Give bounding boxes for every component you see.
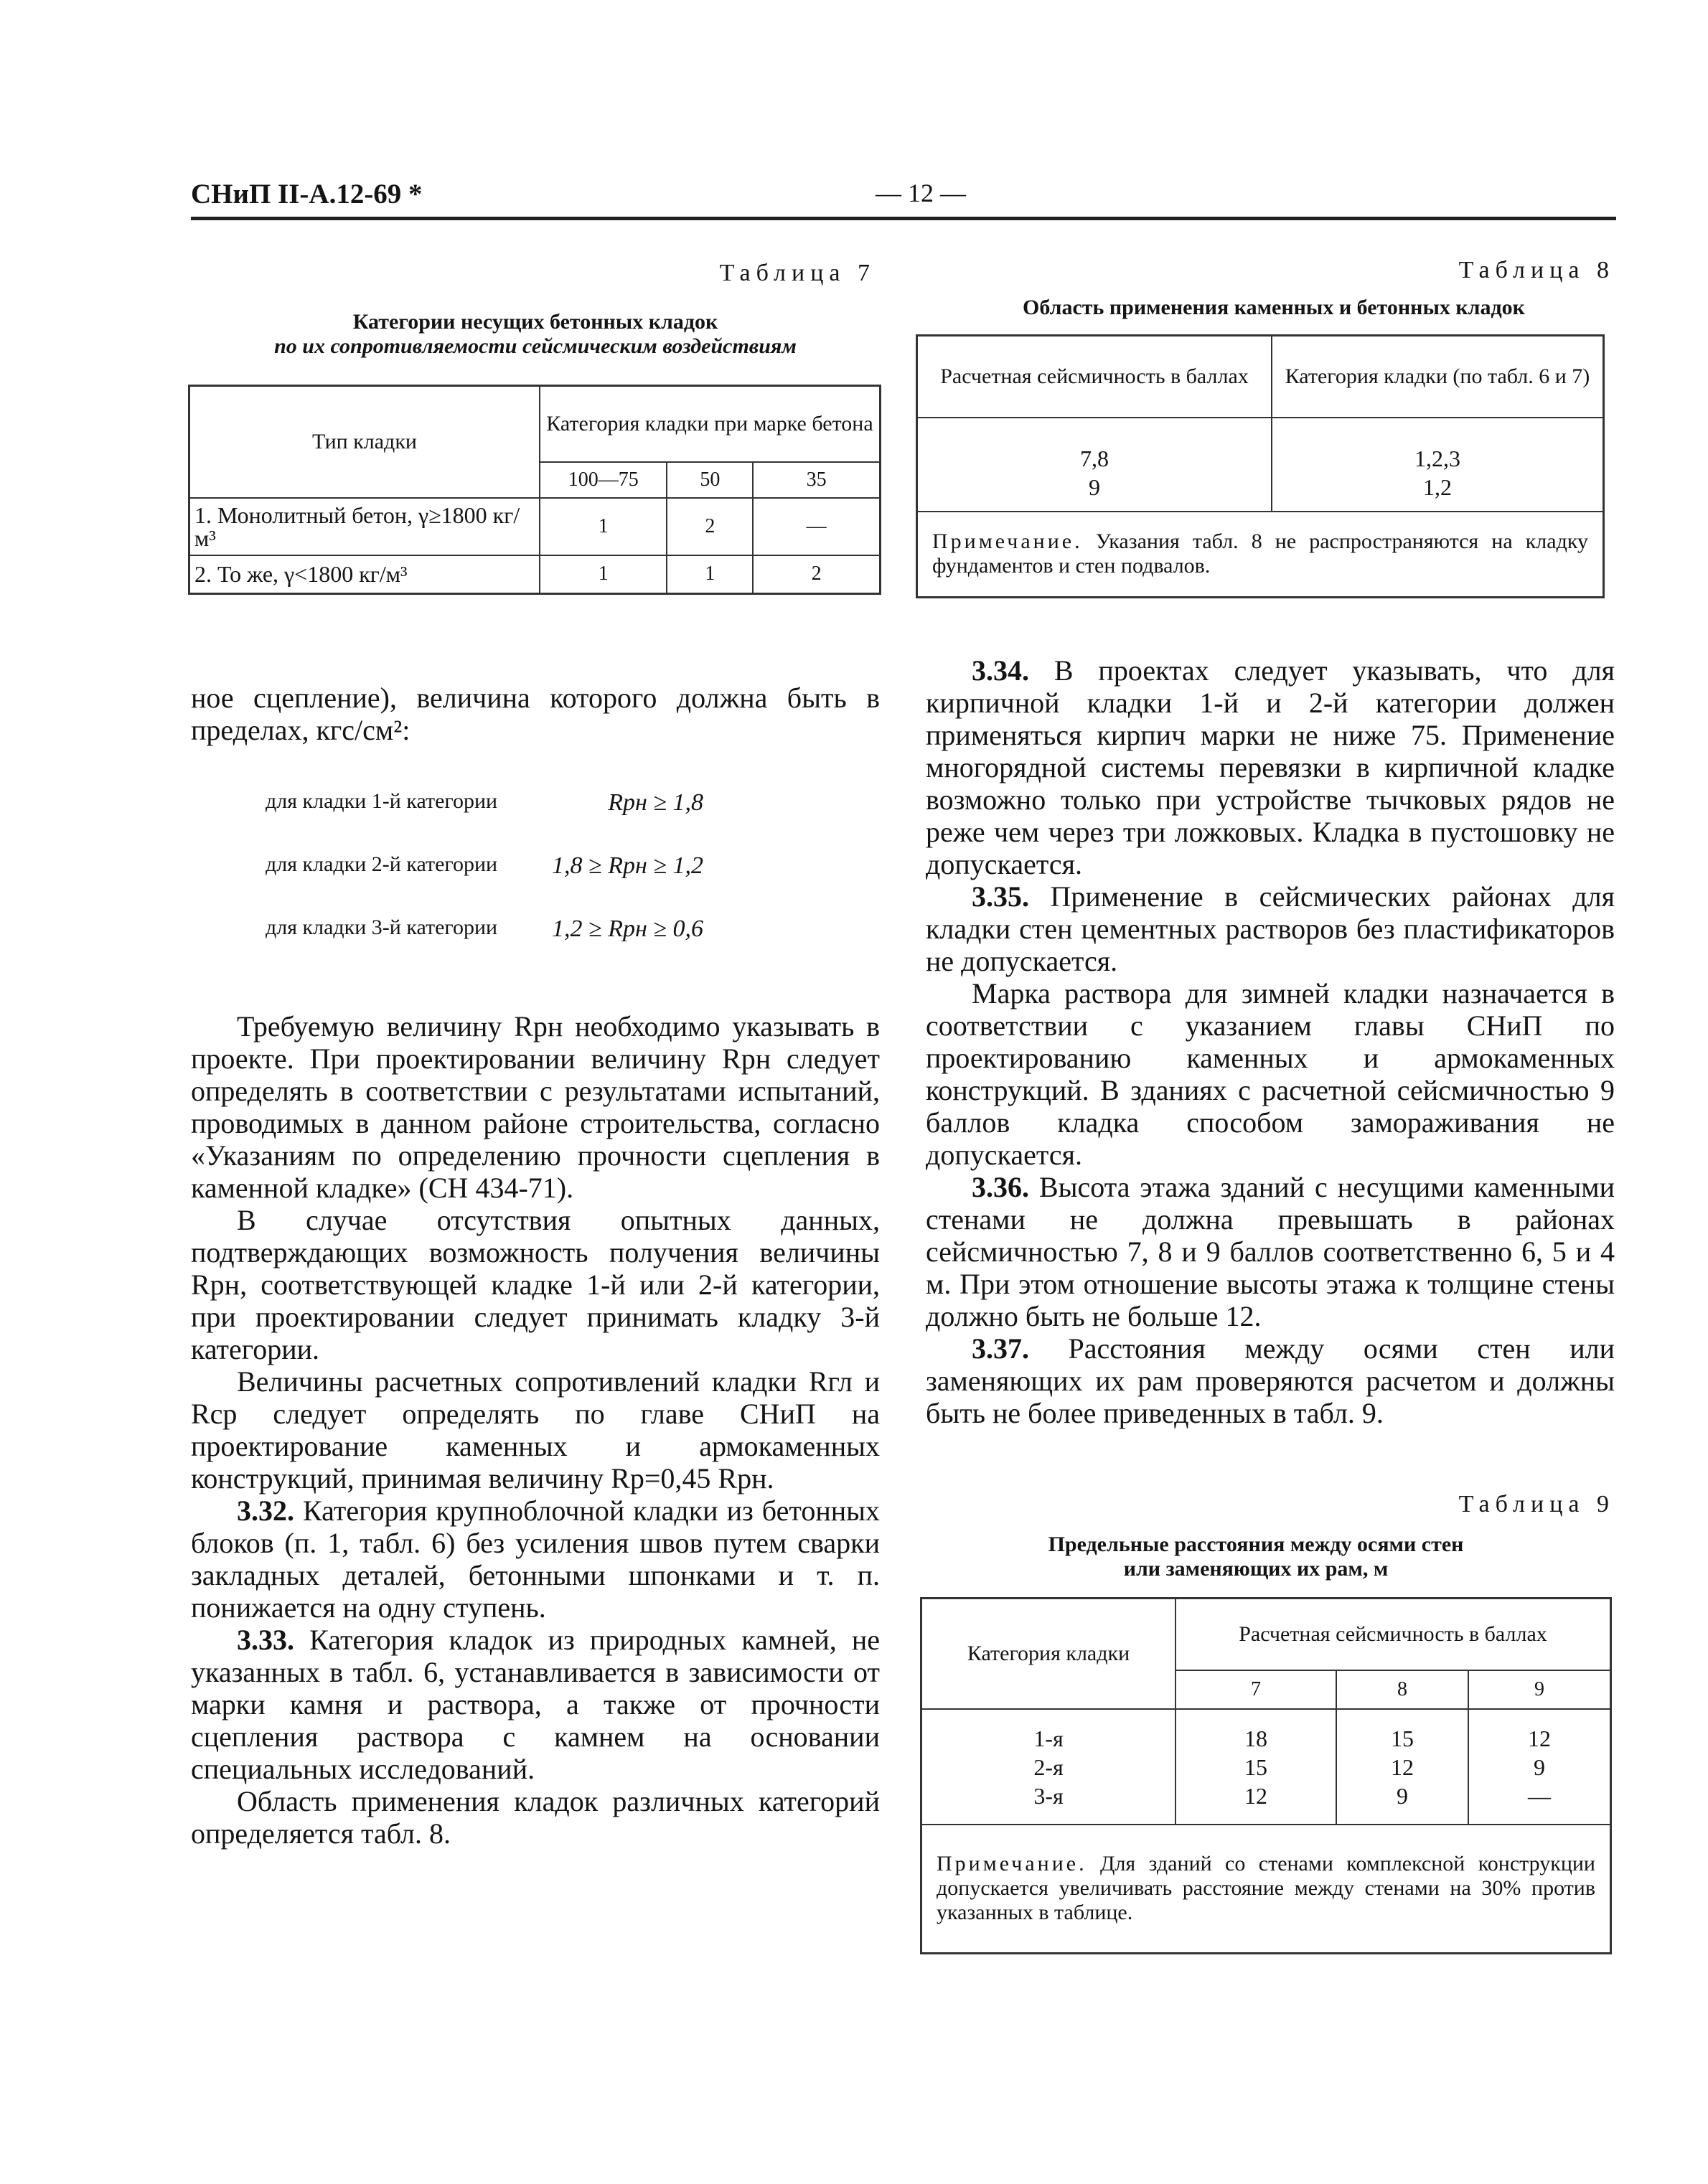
paragraph: Требуемую величину Rрн необходимо указывать в проекте. При проектировании величину Rрн следует определять в соответствии с результатами испытаний, проводимых в данном районе строительства, согласно «Указаниям по определению прочности сцепления в каменной кладке» (СН 434-71). [191,1010,880,1204]
table9-cell: 12 [1176,1781,1336,1825]
document-code: СНиП II-А.12-69 * [191,179,423,210]
table7 [188,385,881,595]
table7-cell: 2 [753,555,880,594]
table7-title-line1: Категории несущих бетонных кладок [352,310,718,334]
table7-cell: 1 [540,555,667,594]
table9-cell: 12 [1336,1753,1468,1781]
paragraph: Марка раствора для зимней кладки назначается в соответствии с указанием главы СНиП по проектированию каменных и армокаменных конструкций. В зданиях с расчетной сейсмичностью 9 баллов кладка способом замораживания не допускается. [926,977,1615,1171]
section-number: 3.35. [972,880,1029,913]
formula-row [266,852,768,916]
formula-list [266,789,768,979]
paragraph: В случае отсутствия опытных данных, подтверждающих возможность получения величины Rрн, соответствующей кладке 1-й или 2-й категории, при проектировании следует принимать кладку 3-й категории. [191,1204,880,1365]
section-number: 3.36. [972,1171,1029,1203]
table7-subcol: 50 [667,462,753,498]
paragraph-3-33 [191,1624,880,1785]
table9-subcol: 9 [1468,1670,1611,1709]
table7-col-group: Категория кладки при марке бетона [540,386,881,462]
table9-cell: 12 [1468,1709,1611,1753]
paragraph-text: Применение в сейсмических районах для кладки стен цементных растворов без пластификаторов не допускается. [926,880,1615,977]
formula-label: для кладки 1-й категории [266,789,498,813]
paragraph-3-36 [926,1171,1615,1332]
section-number: 3.34. [972,654,1029,687]
paragraph-3-34 [926,654,1615,880]
table8 [916,334,1605,598]
paragraph-3-37 [926,1332,1615,1429]
table9-cat: 2-я [921,1753,1176,1781]
table9-cell: 9 [1468,1753,1611,1781]
note-label: Примечание. [932,529,1083,554]
paragraph-text: Категория кладок из природных камней, не указанных в табл. 6, устанавливается в зависимости от марки камня и раствора, а также от прочности сцепления раствора с камнем на основании специальных исследований. [191,1624,881,1785]
table7-title [191,310,880,359]
table9-title-line2: или заменяющих их рам, м [1123,1557,1389,1581]
table9-cat: 1-я [921,1709,1176,1753]
paragraph: ное сцепление), величина которого должна быть в пределах, кгс/см²: [191,682,880,746]
formula-expression: 1,8 ≥ Rрн ≥ 1,2 [552,852,703,879]
table9-col-group: Расчетная сейсмичность в баллах [1176,1599,1611,1670]
right-body [926,654,1615,1429]
table9-col-category: Категория кладки [921,1599,1176,1709]
table9-title-line1: Предельные расстояния между осями стен [1048,1533,1464,1556]
table9-cat: 3-я [921,1781,1176,1825]
table7-subcol: 35 [753,462,880,498]
table9-subcol: 8 [1336,1670,1468,1709]
paragraph-3-35 [926,880,1615,977]
table7-cell: 1 [667,555,753,594]
header-rule [191,217,1616,220]
table9-subcol: 7 [1176,1670,1336,1709]
table7-row-label: 1. Монолитный бетон, γ≥1800 кг/м³ [189,498,540,555]
table8-caption: Таблица 8 [1458,257,1615,283]
table8-cell: 1,2 [1272,473,1604,512]
table9-cell: 18 [1176,1709,1336,1753]
page-number: — 12 — [876,179,966,207]
paragraph: Область применения кладок различных категорий определяется табл. 8. [191,1785,880,1850]
table9 [920,1597,1612,1954]
table7-title-line2: по их сопротивляемости сейсмическим воздействиям [274,334,797,358]
note-text: Для зданий со стенами комплексной конструкции допускается увеличивать расстояние между стенами на 30% против указанных в таблице. [937,1852,1595,1925]
paragraph-text: Высота этажа зданий с несущими каменными стенами не должна превышать в районах сейсмичностью 7, 8 и 9 баллов соответственно 6, 5 и 4 м. При этом отношение высоты этажа к толщине стены должно быть не больше 12. [926,1171,1615,1332]
formula-row [266,789,768,852]
note-label: Примечание. [937,1852,1087,1876]
paragraph-text: В проектах следует указывать, что для кирпичной кладки 1-й и 2-й категории должен применяться кирпич марки не ниже 75. Применение многорядной системы перевязки в кирпичной кладке возможно только при устройстве тычковых рядов не реже чем через три ложковых. Кладка в пустошовку не допускается. [926,654,1615,880]
table8-col1: Расчетная сейсмичность в баллах [917,336,1272,418]
table7-row-label: 2. То же, γ<1800 кг/м³ [189,555,540,594]
note-text: Указания табл. 8 не распространяются на кладку фундаментов и стен подвалов. [932,529,1588,578]
formula-label: для кладки 2-й категории [266,852,498,876]
table9-cell: 15 [1336,1709,1468,1753]
formula-expression: Rрн ≥ 1,8 [608,789,703,816]
paragraph: Величины расчетных сопротивлений кладки Rгл и Rср следует определять по главе СНиП на проектирование каменных и армокаменных конструкций, принимая величину Rр=0,45 Rрн. [191,1365,880,1495]
table7-cell: — [753,498,880,555]
table9-cell: 9 [1336,1781,1468,1825]
section-number: 3.33. [237,1624,294,1656]
table7-col-type: Тип кладки [189,386,540,498]
table7-cell: 2 [667,498,753,555]
table7-subcol: 100—75 [540,462,667,498]
table9-cell: — [1468,1781,1611,1825]
paragraph-3-32 [191,1495,880,1624]
left-intro [191,682,880,746]
paragraph-text: Категория крупноблочной кладки из бетонных блоков (п. 1, табл. 6) без усиления швов путем сварки закладных деталей, бетонными шпонками и т. п. понижается на одну ступень. [191,1495,881,1624]
section-number: 3.32. [237,1495,294,1527]
table9-note [921,1825,1611,1954]
table8-cell: 7,8 [917,418,1272,473]
left-body [191,1010,880,1850]
table8-cell: 9 [917,473,1272,512]
table9-caption: Таблица 9 [1458,1491,1615,1517]
section-number: 3.37. [972,1332,1029,1365]
formula-row [266,916,768,979]
table8-note [917,512,1604,598]
table8-col2: Категория кладки (по табл. 6 и 7) [1272,336,1604,418]
paragraph-text: Расстояния между осями стен или заменяющих их рам проверяются расчетом и должны быть не более приведенных в табл. 9. [926,1332,1615,1429]
table9-cell: 15 [1176,1753,1336,1781]
table9-title [933,1533,1579,1581]
table8-title: Область применения каменных и бетонных кладок [1023,296,1525,319]
table8-cell: 1,2,3 [1272,418,1604,473]
table7-cell: 1 [540,498,667,555]
table7-caption: Таблица 7 [719,260,876,286]
formula-label: для кладки 3-й категории [266,916,498,939]
formula-expression: 1,2 ≥ Rрн ≥ 0,6 [552,916,703,942]
